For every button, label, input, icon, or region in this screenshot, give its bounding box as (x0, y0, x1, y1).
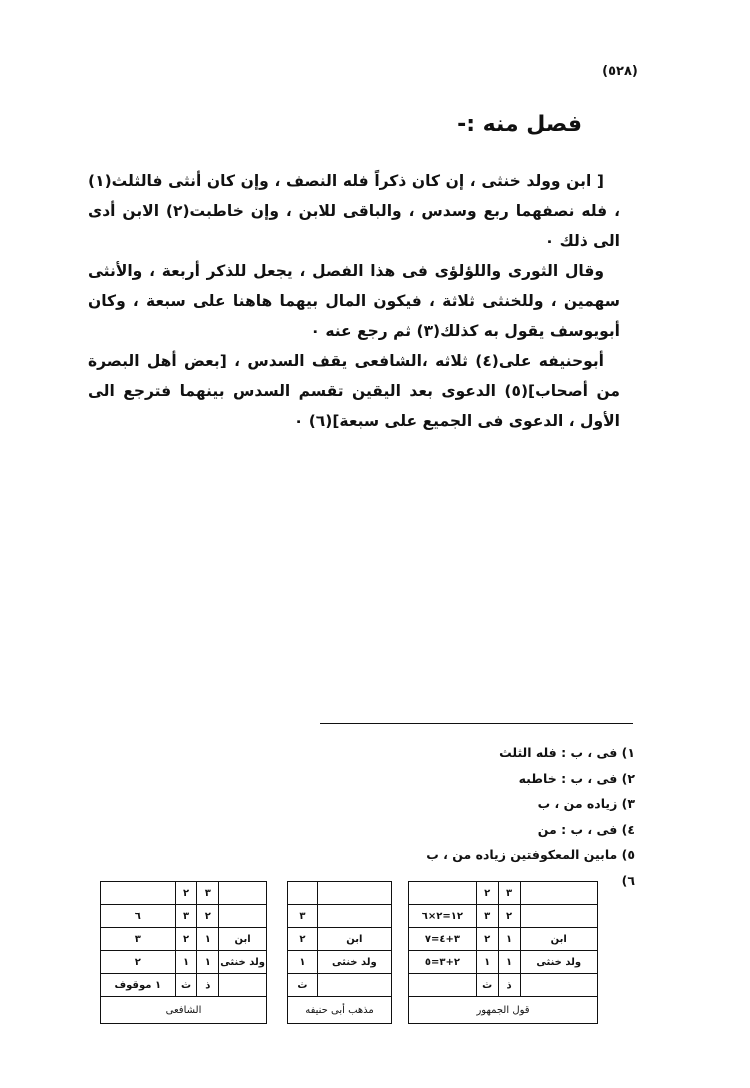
table-cell: ٢ (476, 882, 498, 905)
table-cell: ١ (498, 928, 520, 951)
footnotes (300, 740, 635, 894)
table-cell: ولد خنثى (317, 951, 391, 974)
table-cell: ولد خنثى (520, 951, 598, 974)
table-cell (409, 882, 477, 905)
table-cell: ١ موقوف (101, 974, 176, 997)
table-cell: ٦ (101, 905, 176, 928)
table-cell: ١٢=٢×٦ (409, 905, 477, 928)
table-cell (520, 974, 598, 997)
table-header-row (288, 882, 392, 905)
footnote: ٤) فى ، ب : من (537, 821, 635, 837)
table-caption-row (409, 997, 598, 1024)
table-jumhur (408, 881, 598, 1024)
table-cell: ٣ (175, 905, 197, 928)
table-row (409, 905, 598, 928)
table-caption: مذهب أبى حنيفه (288, 997, 392, 1024)
table-caption-row (101, 997, 267, 1024)
table-cell: ذ (197, 974, 219, 997)
table-cell (317, 905, 391, 928)
table-cell: ٢ (175, 928, 197, 951)
table-cell (288, 882, 318, 905)
table-cell: ٣+٤=٧ (409, 928, 477, 951)
heading-text: فصل منه :- (457, 112, 582, 137)
table-cell: ث (288, 974, 318, 997)
table-cell: ١ (197, 928, 219, 951)
table-row (288, 974, 392, 997)
table-cell: ث (476, 974, 498, 997)
table-cell: ٣ (498, 882, 520, 905)
paragraph: [ ابن وولد خنثى ، إن كان ذكراً فله النصف ، وإن كان أنثى فالثلث(١) ، فله نصفهما ربع وسدس ، والباقى للابن ، وإن خاطبت(٢) الابن أدى الى ذلك ٠ (88, 172, 620, 250)
section-heading (370, 108, 582, 142)
table-cell: ٣ (288, 905, 318, 928)
table-cell: ١ (175, 951, 197, 974)
table-cell (317, 974, 391, 997)
table-cell (101, 882, 176, 905)
table-cell: ابن (219, 928, 267, 951)
table-header-row (101, 882, 267, 905)
footnote: ٥) مابين المعكوفتين زياده من ، ب (426, 847, 635, 863)
table-cell (219, 974, 267, 997)
footnote: ٢) فى ، ب : خاطبه (518, 770, 635, 786)
table-shafii (100, 881, 267, 1024)
table-row (409, 951, 598, 974)
footnote: ٦) (621, 872, 635, 888)
table-cell: ٢+٣=٥ (409, 951, 477, 974)
table-row (101, 974, 267, 997)
table-cell: ٣ (197, 882, 219, 905)
table-row (101, 928, 267, 951)
table-cell: ابن (317, 928, 391, 951)
table-cell (219, 882, 267, 905)
paragraph: وقال الثورى واللؤلؤى فى هذا الفصل ، يجعل للذكر أربعة ، والأنثى سهمين ، وللخنثى ثلاثة ، فيكون المال بيهما هاهنا على سبعة ، وكان أبويوسف يقول به كذلك(٣) ثم رجع عنه ٠ (88, 262, 620, 340)
paragraph: أبوحنيفه على(٤) ثلاثه ،الشافعى يقف السدس ، [بعض أهل البصرة من أصحاب](٥) الدعوى بعد اليقين تقسم السدس بينهما فترجع الى الأول ، الدعوى فى الجميع على سبعة](٦) ٠ (88, 352, 620, 430)
table-cell: ١ (288, 951, 318, 974)
table-cell: ولد خنثى (219, 951, 267, 974)
table-cell: ١ (476, 951, 498, 974)
table-cell: ٢ (197, 905, 219, 928)
table-cell: ٢ (101, 951, 176, 974)
main-text (88, 166, 620, 436)
table-header-row (409, 882, 598, 905)
table-cell: ٣ (101, 928, 176, 951)
table-row (288, 951, 392, 974)
table-cell: ٢ (498, 905, 520, 928)
table-cell: ذ (498, 974, 520, 997)
table-cell: ٢ (175, 882, 197, 905)
table-cell: ١ (197, 951, 219, 974)
table-cell (520, 905, 598, 928)
footnote-divider (320, 723, 633, 724)
table-caption: الشافعى (101, 997, 267, 1024)
table-cell: ٢ (288, 928, 318, 951)
table-cell: ث (175, 974, 197, 997)
footnote: ١) فى ، ب : فله الثلث (499, 745, 635, 760)
table-row (409, 974, 598, 997)
table-cell (317, 882, 391, 905)
page-number: (٥٢٨) (602, 64, 638, 79)
table-row (101, 905, 267, 928)
table-hanafi (287, 881, 392, 1024)
table-caption: قول الجمهور (409, 997, 598, 1024)
table-cell: ١ (498, 951, 520, 974)
table-row (409, 928, 598, 951)
footnote: ٣) زياده من ، ب (537, 796, 635, 812)
table-caption-row (288, 997, 392, 1024)
table-cell (409, 974, 477, 997)
table-cell (219, 905, 267, 928)
table-row (288, 928, 392, 951)
table-cell: ٣ (476, 905, 498, 928)
table-row (101, 951, 267, 974)
table-cell (520, 882, 598, 905)
table-row (288, 905, 392, 928)
table-cell: ابن (520, 928, 598, 951)
table-cell: ٢ (476, 928, 498, 951)
